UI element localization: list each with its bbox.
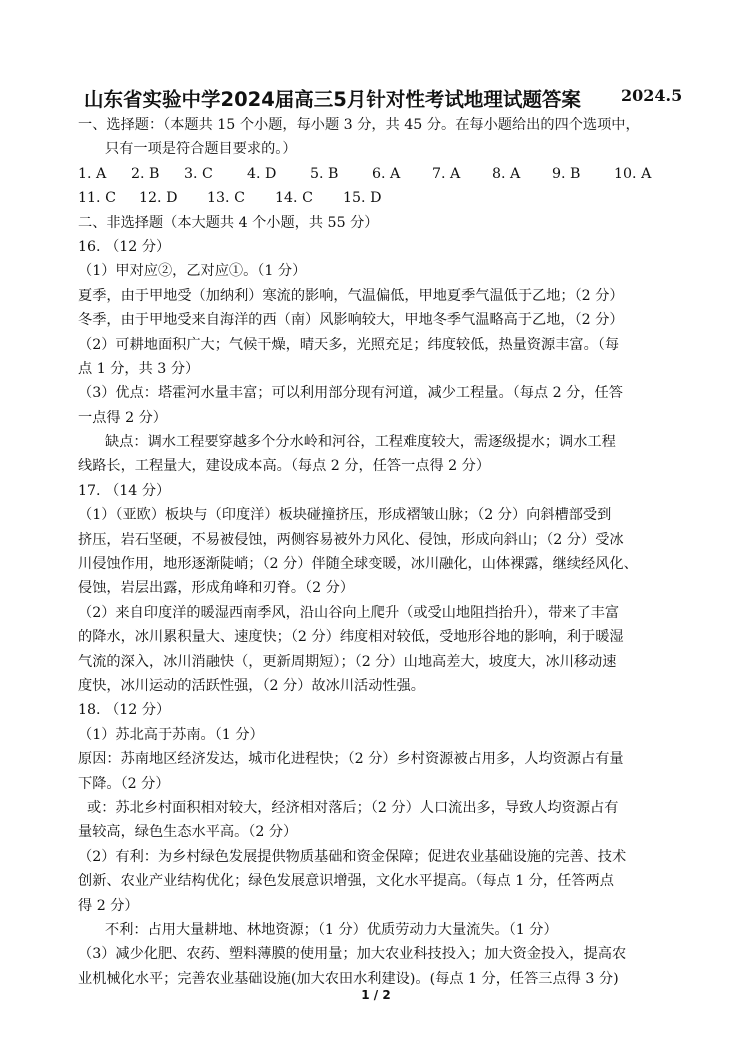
answer-line: 不利：占用大量耕地、林地资源；（1 分）优质劳动力大量流失。（1 分） bbox=[105, 921, 558, 938]
section-heading: 二、非选择题（本大题共 4 个小题，共 55 分） bbox=[78, 214, 379, 231]
question-heading: 18. （12 分） bbox=[78, 702, 171, 719]
answer-line: 气流的深入，冰川消融快（，更新周期短）；（2 分）山地高差大，坡度大，冰川移动速 bbox=[78, 653, 617, 670]
answer-line: 下降。（2 分） bbox=[78, 775, 170, 792]
answer-item: 4. D bbox=[247, 165, 277, 182]
answer-item: 6. A bbox=[372, 165, 401, 182]
answer-line: 的降水，冰川累积量大、速度快；（2 分）纬度相对较低，受地形谷地的影响，利于暖湿 bbox=[78, 629, 624, 646]
answer-item: 9. B bbox=[552, 165, 581, 182]
answer-line: 挤压，岩石坚硬，不易被侵蚀，两侧容易被外力风化、侵蚀，形成向斜山；（2 分）受冰 bbox=[78, 531, 624, 548]
section-heading-cont: 只有一项是符合题目要求的。） bbox=[105, 141, 297, 158]
answer-item: 14. C bbox=[275, 190, 313, 207]
answer-line: 川侵蚀作用，地形逐渐陡峭；（2 分）伴随全球变暖，冰川融化，山体裸露，继续经风化、 bbox=[78, 556, 638, 573]
page-number: 1 / 2 bbox=[361, 988, 391, 1002]
answer-line: 原因：苏南地区经济发达，城市化进程快；（2 分）乡村资源被占用多，人均资源占有量 bbox=[78, 751, 624, 768]
answer-line: 线路长，工程量大，建设成本高。（每点 2 分，任答一点得 2 分） bbox=[78, 458, 491, 475]
answer-line: （1）苏北高于苏南。（1 分） bbox=[78, 726, 264, 743]
question-heading: 17. （14 分） bbox=[78, 482, 171, 499]
answer-line: （1）（亚欧）板块与（印度洋）板块碰撞挤压，形成褶皱山脉；（2 分）向斜槽部受到 bbox=[78, 507, 612, 524]
answer-item: 1. A bbox=[78, 165, 107, 182]
answer-item: 10. A bbox=[614, 165, 652, 182]
answer-line: 一点得 2 分） bbox=[78, 409, 167, 426]
answer-item: 8. A bbox=[492, 165, 521, 182]
title-row bbox=[0, 84, 752, 114]
answer-item: 5. B bbox=[310, 165, 339, 182]
answer-line: 量较高，绿色生态水平高。（2 分） bbox=[78, 824, 298, 841]
answer-line: 点 1 分，共 3 分） bbox=[78, 360, 200, 377]
answer-item: 2. B bbox=[131, 165, 160, 182]
answer-content bbox=[78, 113, 678, 991]
question-heading: 16. （12 分） bbox=[78, 238, 171, 255]
answer-line: 业机械化水平；完善农业基础设施(加大农田水利建设)。(每点 1 分，任答三点得 3 分) bbox=[78, 970, 619, 987]
answer-line: （2）可耕地面积广大；气候干燥，晴天多，光照充足；纬度较低，热量资源丰富。（每 bbox=[78, 336, 620, 353]
title-date: 2024.5 bbox=[621, 86, 683, 105]
answer-line: （1）甲对应②，乙对应①。（1 分） bbox=[78, 263, 307, 280]
answer-line: 缺点：调水工程要穿越多个分水岭和河谷，工程难度较大，需逐级提水；调水工程 bbox=[105, 434, 616, 451]
answer-line: 夏季，由于甲地受（加纳利）寒流的影响，气温偏低，甲地夏季气温低于乙地；（2 分） bbox=[78, 287, 624, 304]
answer-line: （2）有利：为乡村绿色发展提供物质基础和资金保障；促进农业基础设施的完善、技术 bbox=[78, 848, 627, 865]
answer-line: （2）来自印度洋的暖湿西南季风，沿山谷向上爬升（或受山地阻挡抬升），带来了丰富 bbox=[78, 604, 620, 621]
page-title: 山东省实验中学2024届高三5月针对性考试地理试题答案 bbox=[84, 88, 581, 111]
answer-line: 得 2 分） bbox=[78, 897, 139, 914]
answer-row-1 bbox=[78, 162, 678, 186]
answer-line: 度快，冰川运动的活跃性强，（2 分）故冰川活动性强。 bbox=[78, 677, 425, 694]
answer-line: 侵蚀，岩层出露，形成角峰和刃脊。（2 分） bbox=[78, 580, 355, 597]
answer-item: 7. A bbox=[432, 165, 461, 182]
answer-line: （3）优点：塔霍河水量丰富；可以利用部分现有河道，减少工程量。（每点 2 分，任答 bbox=[78, 385, 623, 402]
answer-item: 13. C bbox=[207, 190, 245, 207]
answer-item: 3. C bbox=[184, 165, 213, 182]
answer-item: 11. C bbox=[78, 190, 116, 207]
answer-line: 冬季，由于甲地受来自海洋的西（南）风影响较大，甲地冬季气温略高于乙地，（2 分） bbox=[78, 312, 624, 329]
answer-line: 或：苏北乡村面积相对较大，经济相对落后；（2 分）人口流出多，导致人均资源占有 bbox=[87, 799, 619, 816]
section-heading: 一、选择题：（本题共 15 个小题，每小题 3 分，共 45 分。在每小题给出的四个选项中， bbox=[78, 117, 640, 133]
answer-line: （3）减少化肥、农药、塑料薄膜的使用量；加大农业科技投入；加大资金投入，提高农 bbox=[78, 946, 627, 963]
answer-row-2 bbox=[78, 186, 678, 210]
answer-line: 创新、农业产业结构优化；绿色发展意识增强，文化水平提高。（每点 1 分，任答两点 bbox=[78, 873, 614, 890]
answer-item: 15. D bbox=[343, 190, 382, 207]
answer-item: 12. D bbox=[139, 190, 178, 207]
